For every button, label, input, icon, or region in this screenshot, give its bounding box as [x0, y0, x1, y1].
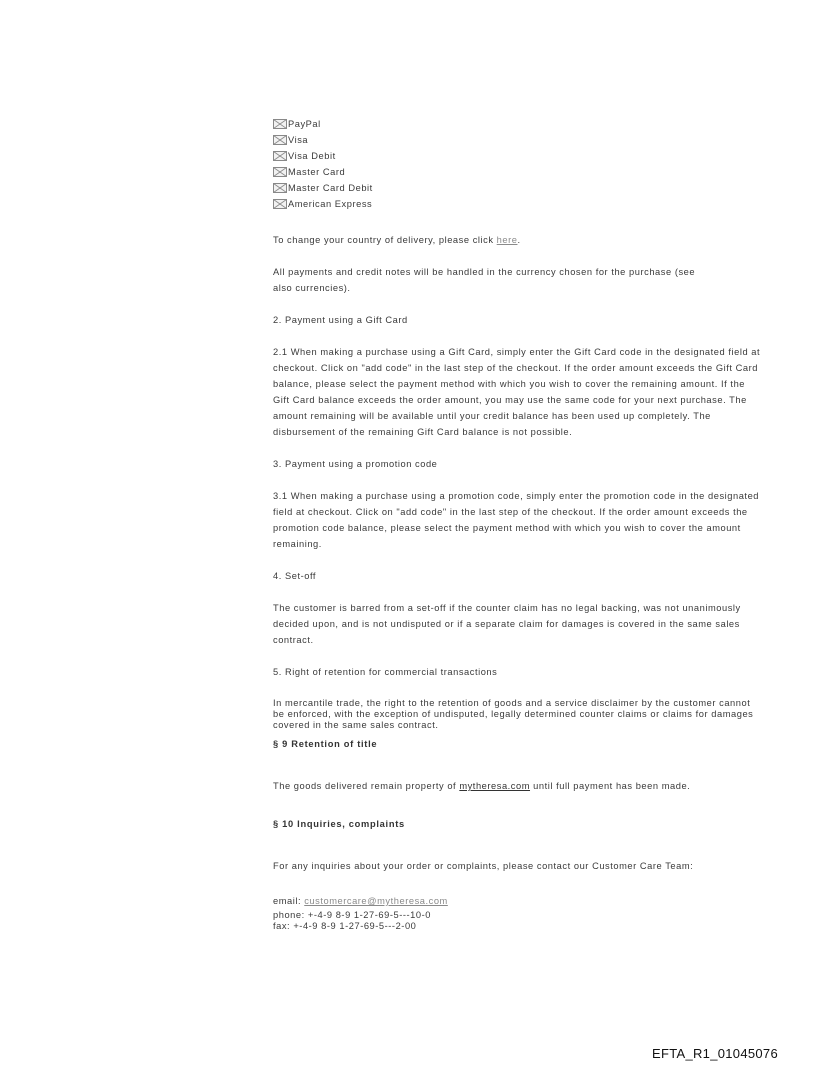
contact-block: [273, 896, 448, 932]
broken-image-icon: [273, 199, 287, 209]
payment-methods-list: [273, 116, 373, 212]
country-change-text: To change your country of delivery, please click here.: [273, 235, 521, 245]
promo-paragraph: 3.1 When making a purchase using a promotion code, simply enter the promotion code in the designated field at checkout. Click on "add code" in the last step of the checkout. If the order amount exceeds the promotion code balance, please select the payment method with which you wish to cover the amount remaining.: [273, 491, 760, 549]
contact-phone: phone: +-4-9 8-9 1-27-69-5---10-0: [273, 910, 431, 920]
gift-card-paragraph: 2.1 When making a purchase using a Gift Card, simply enter the Gift Card code in the designated field at checkout. Click on "add code" in the last step of the checkout. If the order amount exceeds the Gift Card balance, please select the payment method with which you wish to cover the remaining amount. If the Gift Card balance exceeds the order amount, you may use the same code for your next purchase. The amount remaining will be available until your credit balance has been used up completely. The disbursement of the remaining Gift Card balance is not possible.: [273, 347, 761, 437]
section-9-heading: § 9 Retention of title: [273, 739, 378, 749]
retention-right-heading: 5. Right of retention for commercial transactions: [273, 667, 498, 677]
country-change-link[interactable]: here: [496, 235, 518, 245]
section-10-heading: § 10 Inquiries, complaints: [273, 819, 405, 829]
currency-paragraph: All payments and credit notes will be handled in the currency chosen for the purchase (see also currencies).: [273, 267, 696, 293]
broken-image-icon: [273, 183, 287, 193]
setoff-heading: 4. Set-off: [273, 571, 317, 581]
payment-method-visa-debit: [273, 148, 373, 164]
promo-heading: 3. Payment using a promotion code: [273, 459, 438, 469]
payment-method-label: Master Card: [288, 167, 346, 177]
payment-method-label: Visa: [288, 135, 309, 145]
broken-image-icon: [273, 135, 287, 145]
payment-method-label: PayPal: [288, 119, 321, 129]
payment-method-label: Visa Debit: [288, 151, 336, 161]
payment-method-american-express: [273, 196, 373, 212]
email-link[interactable]: customercare@mytheresa.com: [304, 896, 448, 906]
section-10-paragraph: For any inquiries about your order or complaints, please contact our Customer Care Team:: [273, 861, 694, 871]
gift-card-heading: 2. Payment using a Gift Card: [273, 315, 408, 325]
document-id: EFTA_R1_01045076: [652, 1046, 778, 1061]
retention-right-paragraph: In mercantile trade, the right to the retention of goods and a service disclaimer by the customer cannot be enforced, with the exception of undisputed, legally determined counter claims or claims for damages covered in the same sales contract.: [273, 698, 754, 730]
setoff-paragraph: The customer is barred from a set-off if the counter claim has no legal backing, was not unanimously decided upon, and is not undisputed or if a separate claim for damages is covered in the same sales contract.: [273, 603, 741, 645]
payment-method-master-card: [273, 164, 373, 180]
payment-method-paypal: [273, 116, 373, 132]
broken-image-icon: [273, 119, 287, 129]
mytheresa-link[interactable]: mytheresa.com: [459, 781, 531, 791]
contact-fax: fax: +-4-9 8-9 1-27-69-5---2-00: [273, 921, 417, 931]
payment-method-visa: [273, 132, 373, 148]
payment-method-label: Master Card Debit: [288, 183, 373, 193]
broken-image-icon: [273, 167, 287, 177]
broken-image-icon: [273, 151, 287, 161]
contact-email: email: customercare@mytheresa.com: [273, 896, 448, 906]
section-9-paragraph: The goods delivered remain property of mytheresa.com until full payment has been made.: [273, 781, 691, 791]
payment-method-master-card-debit: [273, 180, 373, 196]
payment-method-label: American Express: [288, 199, 373, 209]
